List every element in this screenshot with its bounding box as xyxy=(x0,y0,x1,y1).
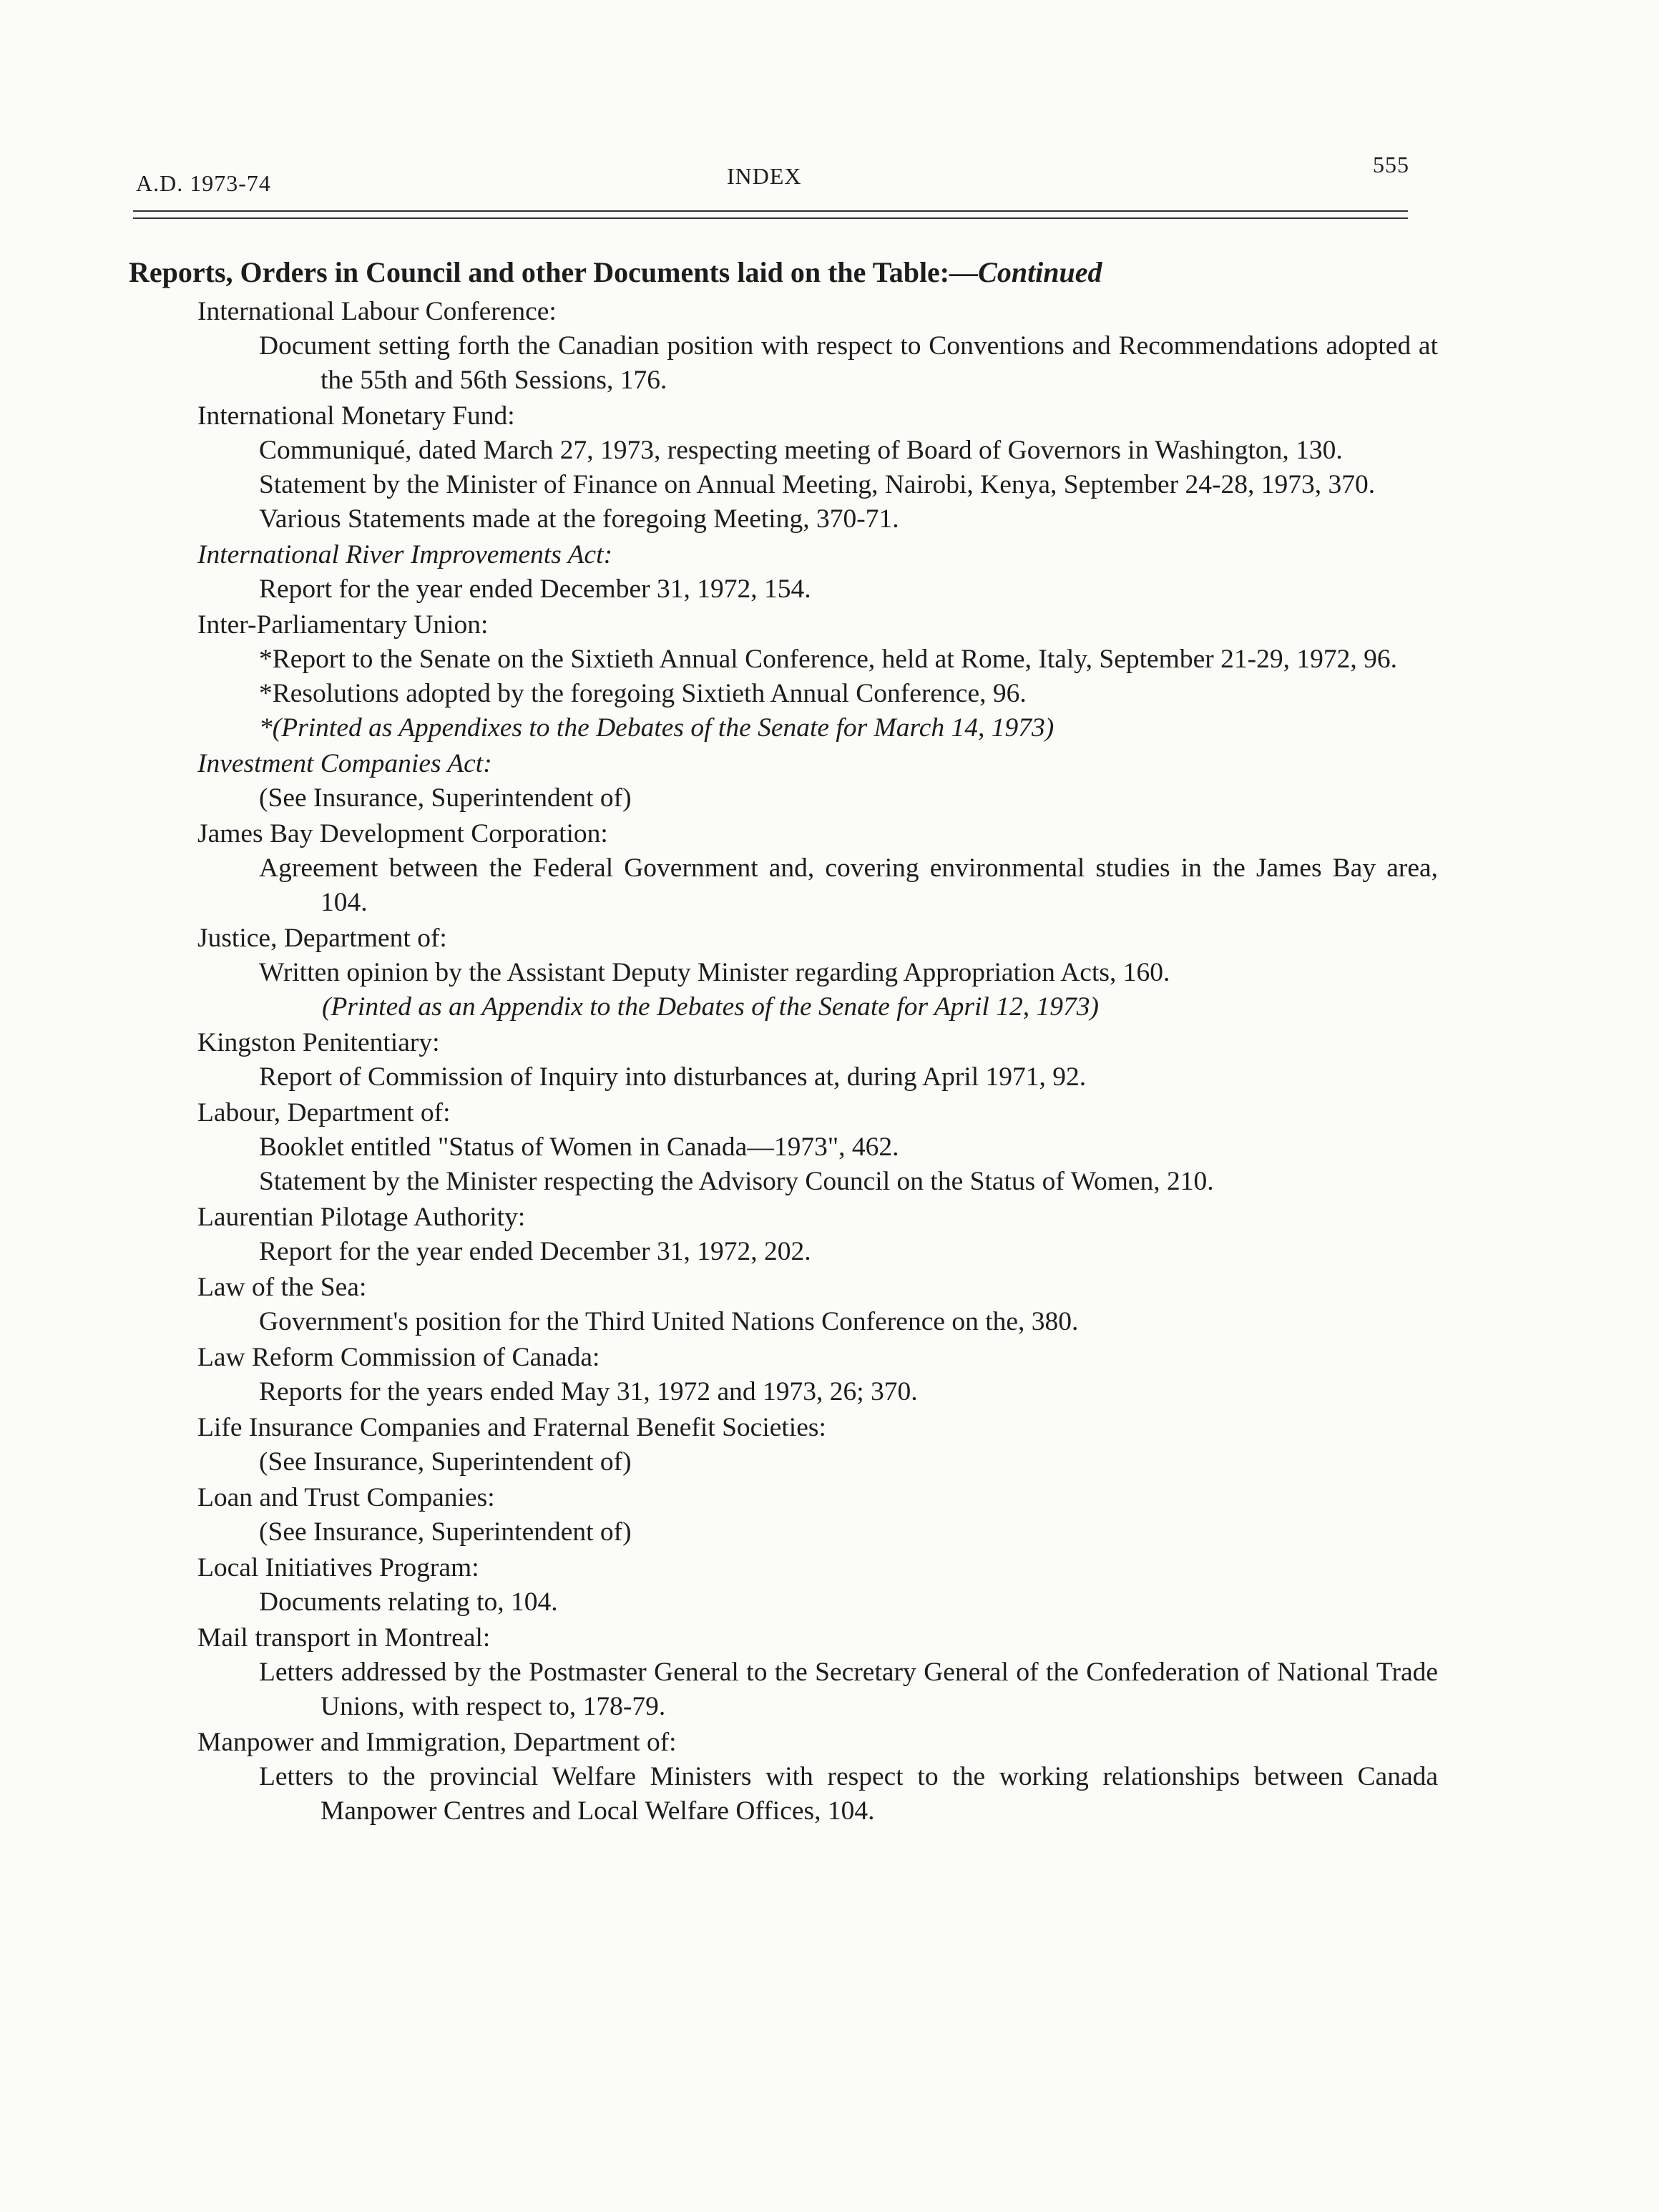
entry-item: Written opinion by the Assistant Deputy Minister regarding Appropriation Acts, 160. xyxy=(259,958,1170,987)
entry-heading: Mail transport in Montreal: xyxy=(197,1623,491,1653)
entry-item: Booklet entitled "Status of Women in Canada—1973", 462. xyxy=(259,1132,899,1162)
index-entry xyxy=(197,1271,1438,1339)
index-entry xyxy=(197,1026,1438,1095)
entry-heading: Law Reform Commission of Canada: xyxy=(197,1343,600,1372)
entry-heading: International River Improvements Act: xyxy=(197,540,613,569)
entry-heading: Loan and Trust Companies: xyxy=(197,1483,495,1512)
entry-heading: Inter-Parliamentary Union: xyxy=(197,610,489,640)
entry-item: Documents relating to, 104. xyxy=(259,1587,558,1617)
entry-item: Communiqué, dated March 27, 1973, respecting meeting of Board of Governors in Washington, 130. xyxy=(259,436,1343,465)
entry-heading: Laurentian Pilotage Authority: xyxy=(197,1203,526,1232)
page-number: 555 xyxy=(1373,152,1409,177)
index-entry xyxy=(197,1551,1438,1620)
index-entry xyxy=(197,608,1438,745)
section-title xyxy=(129,252,1438,293)
entry-item: Reports for the years ended May 31, 1972 and 1973, 26; 370. xyxy=(259,1377,918,1406)
index-entry xyxy=(197,538,1438,607)
entry-item: Report for the year ended December 31, 1972, 202. xyxy=(259,1237,811,1266)
entry-item: Letters to the provincial Welfare Ministers with respect to the working relationships between Canada Manpower Centres and Local Welfare Offices, 104. xyxy=(259,1762,1438,1826)
page-header xyxy=(136,149,1409,196)
entry-note: *(Printed as Appendixes to the Debates of the Senate for March 14, 1973) xyxy=(259,713,1054,743)
index-entry xyxy=(197,295,1438,398)
header-year: A.D. 1973-74 xyxy=(136,170,271,196)
entry-heading: Life Insurance Companies and Fraternal Benefit Societies: xyxy=(197,1413,826,1442)
entry-heading: James Bay Development Corporation: xyxy=(197,819,608,848)
header-rule-bottom xyxy=(133,217,1408,219)
entry-item: Agreement between the Federal Government and, covering environmental studies in the James Bay area, 104. xyxy=(259,853,1438,917)
entry-item: *Report to the Senate on the Sixtieth Annual Conference, held at Rome, Italy, September 21-29, 1972, 96. xyxy=(259,645,1397,674)
section-title-text: Reports, Orders in Council and other Documents laid on the Table: xyxy=(129,256,950,288)
entry-item: Statement by the Minister respecting the Advisory Council on the Status of Women, 210. xyxy=(259,1167,1214,1196)
section-continued: —Continued xyxy=(949,256,1102,288)
index-entry xyxy=(197,817,1438,920)
entry-note: (Printed as an Appendix to the Debates of the Senate for April 12, 1973) xyxy=(322,992,1099,1022)
entry-heading: Manpower and Immigration, Department of: xyxy=(197,1728,677,1757)
entry-item: Document setting forth the Canadian position with respect to Conventions and Recommendations adopted at the 55th and 56th Sessions, 176. xyxy=(259,331,1438,395)
entry-item: Various Statements made at the foregoing Meeting, 370-71. xyxy=(259,504,899,534)
see-reference: (See Insurance, Superintendent of) xyxy=(259,783,632,813)
entry-heading: Kingston Penitentiary: xyxy=(197,1028,440,1057)
entry-item: Report of Commission of Inquiry into disturbances at, during April 1971, 92. xyxy=(259,1062,1087,1092)
entry-item: *Resolutions adopted by the foregoing Sixtieth Annual Conference, 96. xyxy=(259,679,1027,708)
entry-item: Report for the year ended December 31, 1972, 154. xyxy=(259,574,811,604)
entry-heading: International Monetary Fund: xyxy=(197,401,515,431)
index-entry xyxy=(197,1621,1438,1724)
index-entry xyxy=(197,1096,1438,1199)
see-reference: (See Insurance, Superintendent of) xyxy=(259,1517,632,1547)
entry-heading: Investment Companies Act: xyxy=(197,749,492,778)
entry-heading: Law of the Sea: xyxy=(197,1273,367,1302)
index-entry xyxy=(197,1200,1438,1269)
index-entry xyxy=(197,1341,1438,1409)
entry-item: Government's position for the Third United Nations Conference on the, 380. xyxy=(259,1307,1079,1336)
index-entry xyxy=(197,1411,1438,1479)
index-entry xyxy=(197,399,1438,537)
index-entry xyxy=(197,921,1438,1024)
header-title: INDEX xyxy=(727,163,802,189)
index-entry xyxy=(197,1481,1438,1550)
header-rule-top xyxy=(133,210,1408,212)
entry-heading: Local Initiatives Program: xyxy=(197,1553,479,1582)
entry-heading: International Labour Conference: xyxy=(197,297,557,326)
index-entry xyxy=(197,1726,1438,1829)
entry-item: Letters addressed by the Postmaster General to the Secretary General of the Confederation of National Trade Unions, with respect to, 178-79. xyxy=(259,1658,1438,1721)
entry-item: Statement by the Minister of Finance on Annual Meeting, Nairobi, Kenya, September 24-28, 1973, 370. xyxy=(259,470,1376,499)
index-content xyxy=(129,252,1438,1829)
entry-heading: Labour, Department of: xyxy=(197,1098,451,1127)
index-entry xyxy=(197,747,1438,816)
entry-heading: Justice, Department of: xyxy=(197,924,447,953)
see-reference: (See Insurance, Superintendent of) xyxy=(259,1447,632,1477)
